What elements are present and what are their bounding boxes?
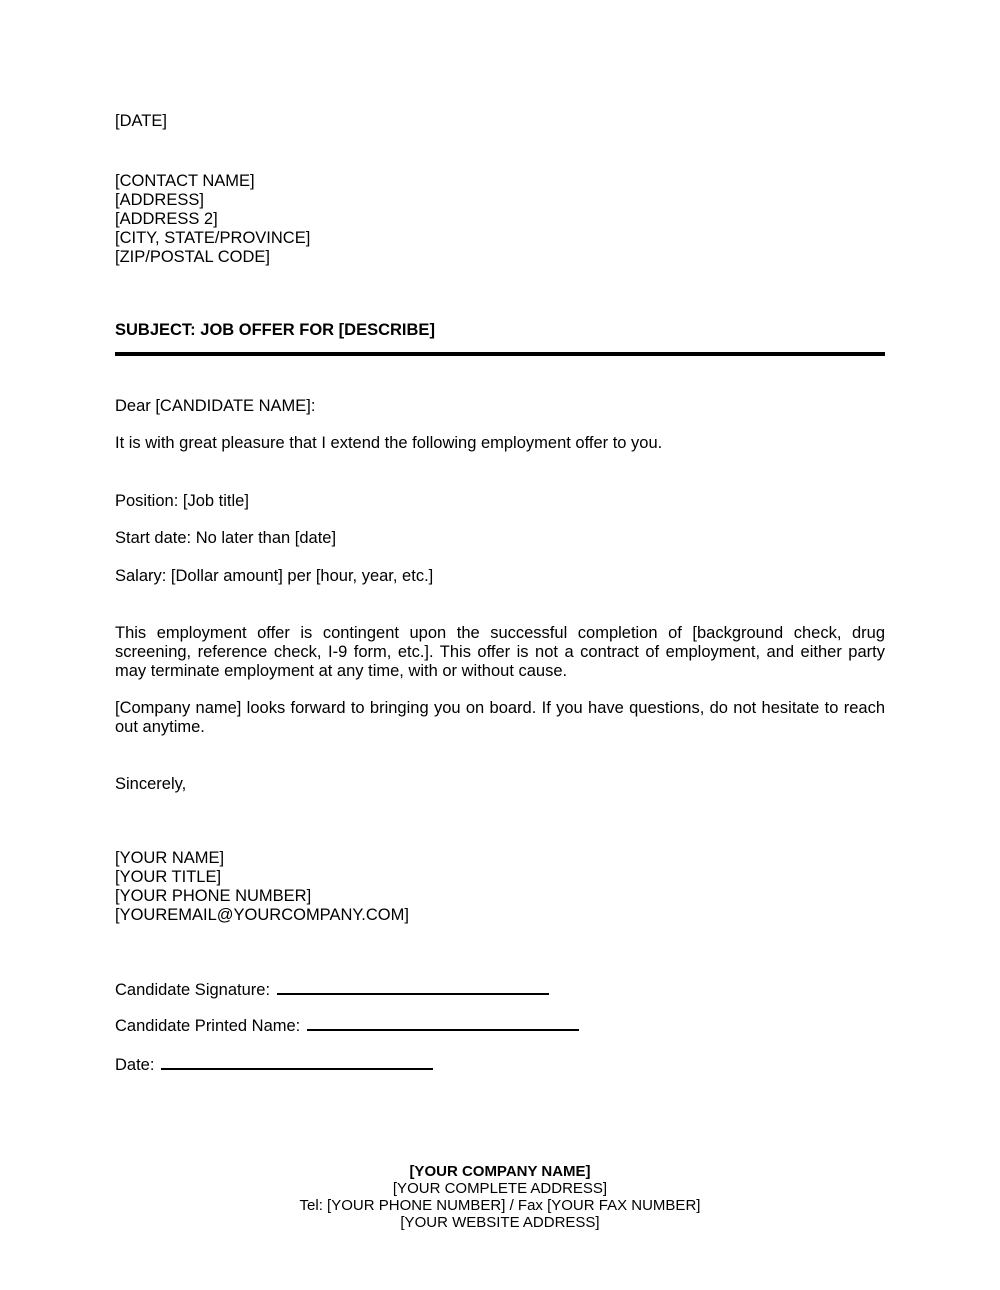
recipient-contact-name: [CONTACT NAME] — [115, 172, 255, 190]
sender-title: [YOUR TITLE] — [115, 868, 222, 886]
body-paragraph-contingency: This employment offer is contingent upon the successful completion of [background check, drug screening, reference check, I-9 form, etc.]. This offer is not a contract of employment, and either party may terminate employment at any time, with or without cause. — [115, 624, 885, 680]
candidate-printed-name-line — [307, 1029, 579, 1031]
signature-date-label: Date: — [115, 1056, 155, 1074]
signature-date-line — [161, 1068, 433, 1070]
candidate-printed-name-label: Candidate Printed Name: — [115, 1017, 301, 1035]
company-footer — [115, 1163, 885, 1231]
closing: Sincerely, — [115, 775, 187, 793]
footer-company-name: [YOUR COMPANY NAME] — [409, 1163, 591, 1180]
term-position: Position: [Job title] — [115, 492, 249, 510]
letter-date: [DATE] — [115, 112, 167, 130]
footer-tel-fax: Tel: [YOUR PHONE NUMBER] / Fax [YOUR FAX NUMBER] — [299, 1197, 701, 1214]
recipient-zip: [ZIP/POSTAL CODE] — [115, 248, 270, 266]
term-salary: Salary: [Dollar amount] per [hour, year, etc.] — [115, 567, 434, 585]
recipient-address-block — [115, 172, 885, 267]
sender-name: [YOUR NAME] — [115, 849, 225, 867]
term-start-date: Start date: No later than [date] — [115, 529, 337, 547]
footer-company-address: [YOUR COMPLETE ADDRESS] — [392, 1180, 608, 1197]
subject-line: SUBJECT: JOB OFFER FOR [DESCRIBE] — [115, 321, 435, 339]
candidate-signature-line — [277, 993, 549, 995]
signature-date-row — [115, 1056, 885, 1075]
candidate-signature-row — [115, 981, 885, 1000]
intro-paragraph: It is with great pleasure that I extend the following employment offer to you. — [115, 434, 663, 452]
candidate-signature-label: Candidate Signature: — [115, 981, 271, 999]
letter-content — [115, 0, 885, 1231]
sender-phone: [YOUR PHONE NUMBER] — [115, 887, 312, 905]
recipient-address-2: [ADDRESS 2] — [115, 210, 218, 228]
sender-signature-block — [115, 849, 885, 925]
recipient-address: [ADDRESS] — [115, 191, 204, 209]
recipient-city-state: [CITY, STATE/PROVINCE] — [115, 229, 311, 247]
subject-divider-rule — [115, 352, 885, 356]
body-paragraph-welcome: [Company name] looks forward to bringing you on board. If you have questions, do not hesitate to reach out anytime. — [115, 699, 885, 736]
footer-website: [YOUR WEBSITE ADDRESS] — [400, 1214, 600, 1231]
sender-email: [YOUREMAIL@YOURCOMPANY.COM] — [115, 906, 409, 924]
salutation: Dear [CANDIDATE NAME]: — [115, 397, 316, 415]
candidate-printed-name-row — [115, 1017, 885, 1036]
